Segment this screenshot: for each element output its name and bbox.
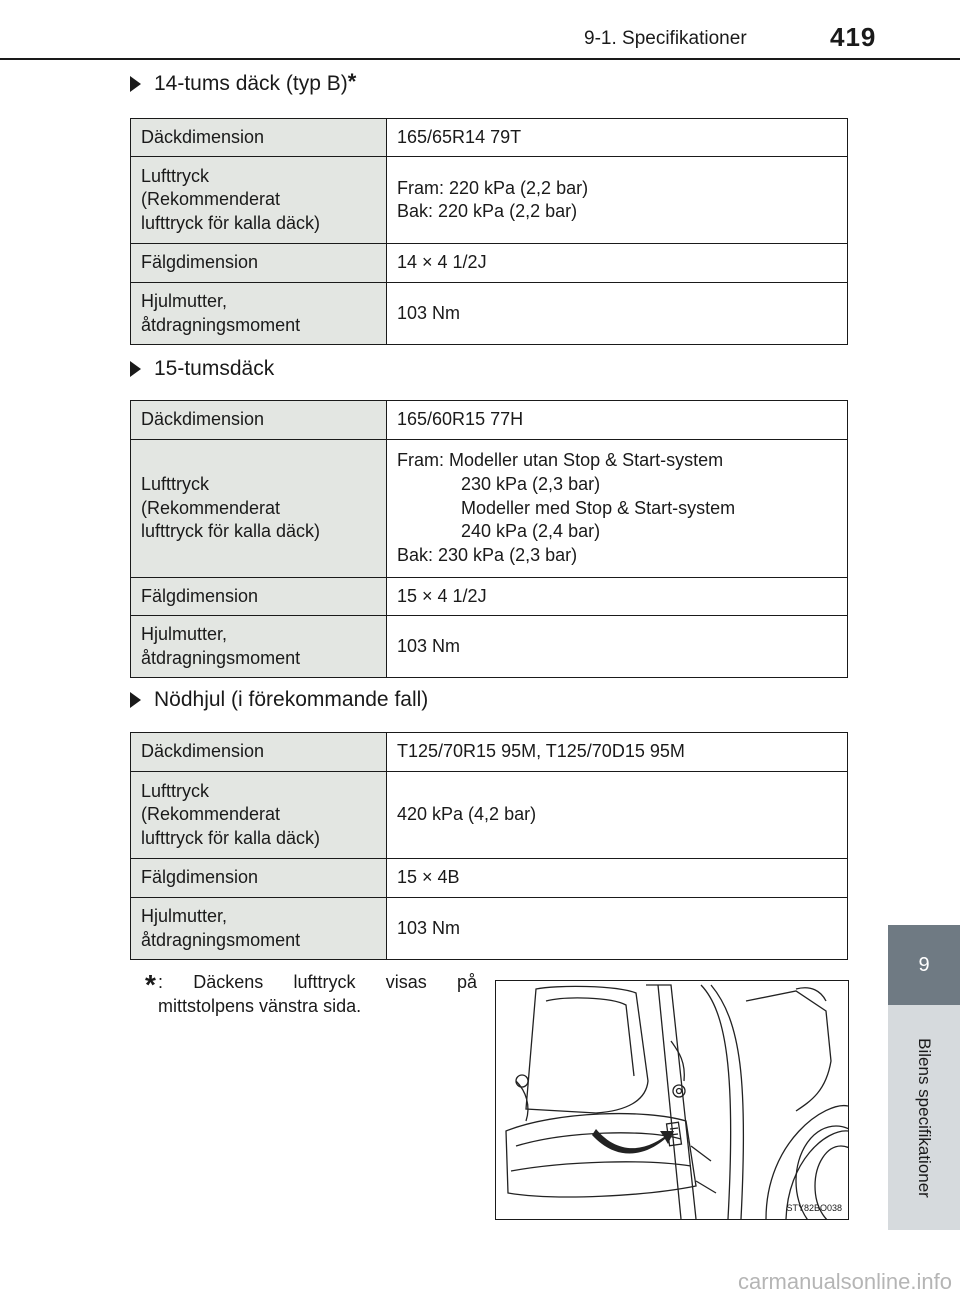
table-row <box>131 440 848 578</box>
footnote-marker: * <box>145 969 156 1000</box>
row-value: 15 × 4B <box>387 859 848 898</box>
pressure-line: 230 kPa (2,3 bar) <box>461 473 601 494</box>
row-value: 103 Nm <box>387 283 848 345</box>
pressure-line: 240 kPa (2,4 bar) <box>461 521 601 542</box>
row-value: Fram: 220 kPa (2,2 bar) Bak: 220 kPa (2,2 bar) <box>387 157 848 244</box>
row-value: 15 × 4 1/2J <box>387 578 848 616</box>
table-row <box>131 578 848 616</box>
row-value: 165/60R15 77H <box>387 401 848 440</box>
chapter-tab-label[interactable] <box>888 1005 960 1230</box>
section-heading-15-inch <box>130 357 274 381</box>
row-key: Fälgdimension <box>131 578 387 616</box>
row-value: 165/65R14 79T <box>387 119 848 157</box>
table-row <box>131 157 848 244</box>
pressure-line: Modeller med Stop & Start-system <box>461 497 736 518</box>
section-heading-text: 14-tums däck (typ B) <box>154 72 348 95</box>
spec-table-15-inch <box>130 400 848 678</box>
row-value: 14 × 4 1/2J <box>387 244 848 283</box>
table-row <box>131 119 848 157</box>
spec-table-spare-wheel <box>130 732 848 960</box>
row-key: Hjulmutter, åtdragningsmoment <box>131 898 387 960</box>
table-row <box>131 283 848 345</box>
footnote <box>145 970 477 1019</box>
row-value <box>387 440 848 578</box>
row-key: Lufttryck (Rekommenderat lufttryck för kalla däck) <box>131 772 387 859</box>
header-rule <box>0 58 960 60</box>
section-heading-14-inch: 14-tums däck (typ B) * <box>130 72 356 96</box>
bullet-arrow-icon <box>130 76 141 92</box>
row-key: Däckdimension <box>131 401 387 440</box>
row-value: 103 Nm <box>387 616 848 678</box>
chapter-label: Bilens specifikationer <box>915 1037 934 1198</box>
page-number: 419 <box>830 22 877 52</box>
figure-code: STY82BO038 <box>786 1203 842 1213</box>
section-heading-spare-wheel <box>130 688 428 712</box>
row-value: 103 Nm <box>387 898 848 960</box>
row-value: 420 kPa (4,2 bar) <box>387 772 848 859</box>
spec-table-14-inch <box>130 118 848 345</box>
row-key: Fälgdimension <box>131 859 387 898</box>
row-key: Däckdimension <box>131 119 387 157</box>
table-row <box>131 401 848 440</box>
section-title: 9-1. Specifikationer <box>584 28 747 49</box>
table-row <box>131 859 848 898</box>
row-key: Hjulmutter, åtdragningsmoment <box>131 283 387 345</box>
bullet-arrow-icon <box>130 692 141 708</box>
car-door-pillar-illustration <box>496 981 848 1219</box>
watermark: carmanualsonline.info <box>737 1269 952 1294</box>
pressure-line: Bak: 230 kPa (2,3 bar) <box>397 545 578 566</box>
row-key: Däckdimension <box>131 733 387 772</box>
row-key: Lufttryck (Rekommenderat lufttryck för kalla däck) <box>131 440 387 578</box>
row-value: T125/70R15 95M, T125/70D15 95M <box>387 733 848 772</box>
table-row <box>131 898 848 960</box>
page-header <box>0 0 960 55</box>
table-row <box>131 244 848 283</box>
chapter-number: 9 <box>918 953 930 976</box>
bullet-arrow-icon <box>130 361 141 377</box>
row-key: Hjulmutter, åtdragningsmoment <box>131 616 387 678</box>
table-row <box>131 616 848 678</box>
section-heading-text: Nödhjul (i förekommande fall) <box>154 688 429 711</box>
table-row <box>131 733 848 772</box>
row-key: Fälgdimension <box>131 244 387 283</box>
row-key: Lufttryck (Rekommenderat lufttryck för kalla däck) <box>131 157 387 244</box>
chapter-tab-number[interactable] <box>888 925 960 1005</box>
table-row <box>131 772 848 859</box>
section-heading-text: 15-tumsdäck <box>154 357 275 380</box>
pressure-line: Fram: Modeller utan Stop & Start-system <box>397 450 724 471</box>
footnote-text: : Däckens lufttryck visas på mittstolpens vänstra sida. <box>158 972 477 1017</box>
b-pillar-illustration <box>495 980 849 1220</box>
